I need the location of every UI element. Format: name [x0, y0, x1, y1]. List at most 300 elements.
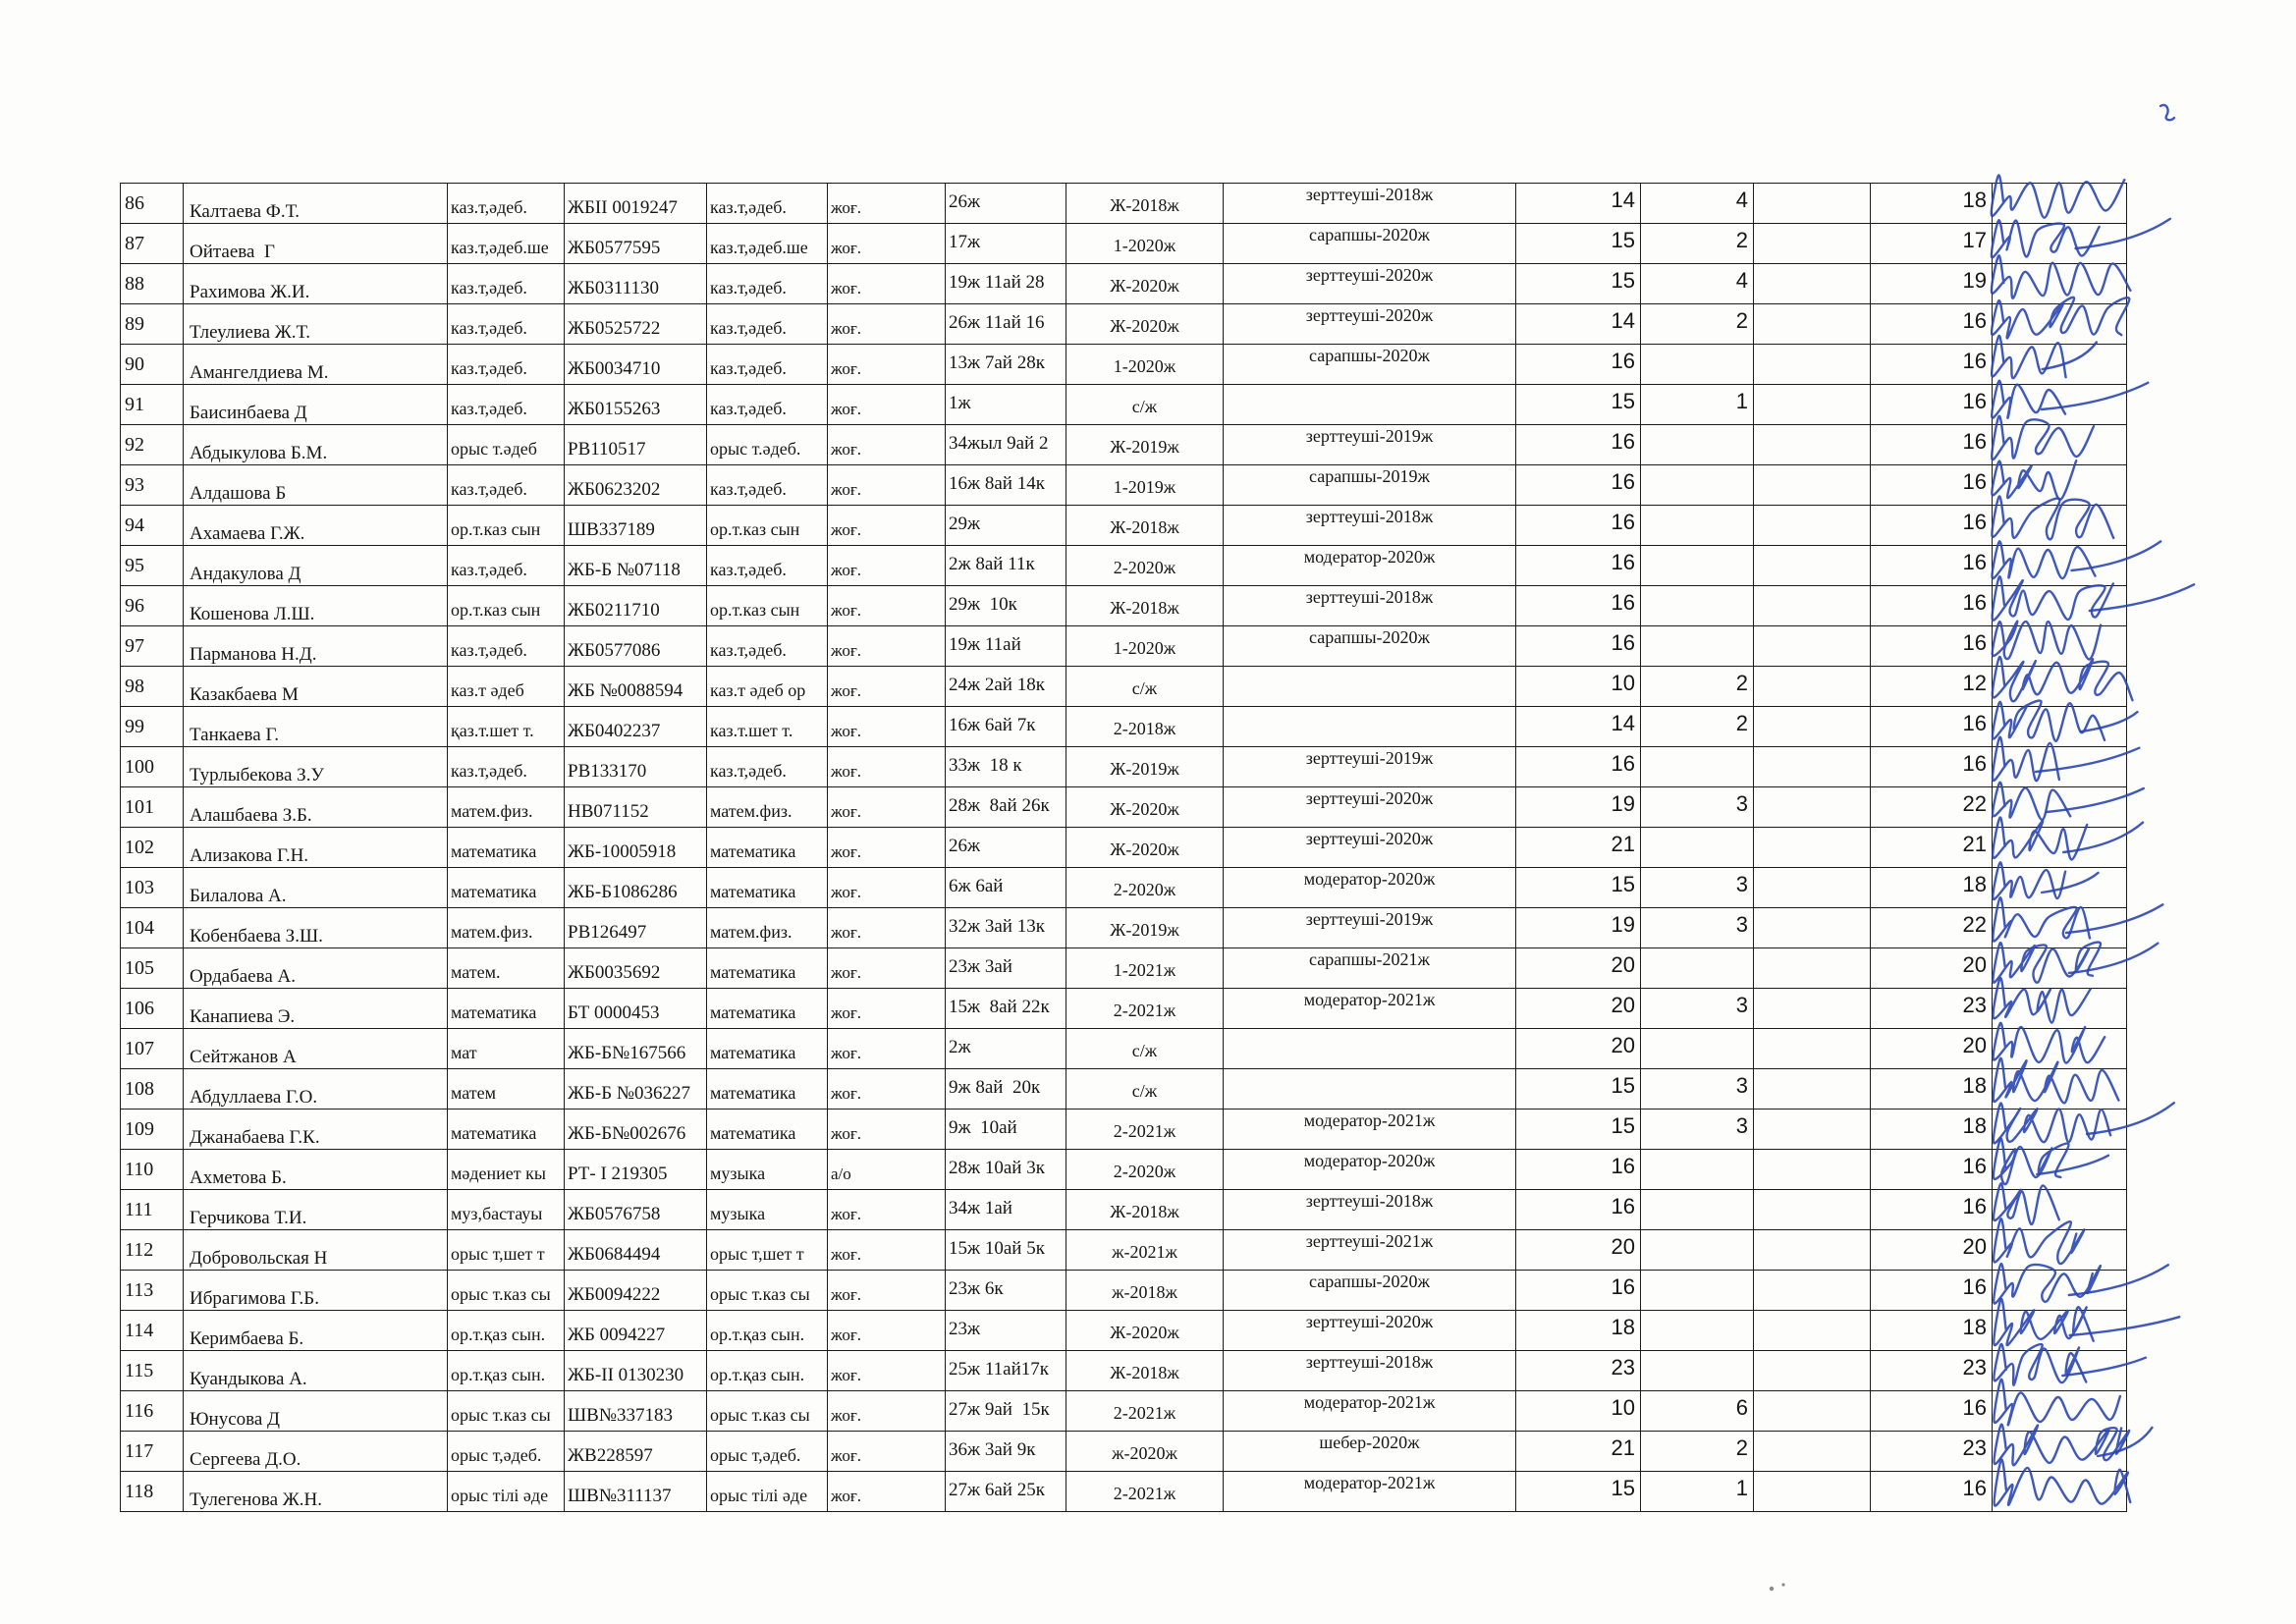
- work-experience: 9ж 10ай: [946, 1110, 1066, 1150]
- teacher-name: Абдуллаева Г.О.: [184, 1069, 448, 1110]
- table-row: [121, 465, 2127, 506]
- table-row: [121, 304, 2127, 345]
- teacher-name: Ордабаева А.: [184, 948, 448, 989]
- education-level: жоғ.: [828, 707, 946, 747]
- row-number: 111: [121, 1190, 184, 1230]
- category: Ж-2018ж: [1066, 586, 1224, 626]
- diploma-number: ЖВ228597: [565, 1432, 707, 1472]
- work-experience: 13ж 7ай 28к: [946, 345, 1066, 385]
- teaching-hours: 16: [1516, 546, 1641, 586]
- category: 1-2021ж: [1066, 948, 1224, 989]
- work-experience: 16ж 8ай 14к: [946, 465, 1066, 506]
- row-number: 114: [121, 1311, 184, 1351]
- table-row: [121, 385, 2127, 425]
- specialty: математика: [707, 828, 828, 868]
- table-row: [121, 1311, 2127, 1351]
- signature-cell: [1993, 626, 2127, 667]
- table-row: [121, 989, 2127, 1029]
- education-level: жоғ.: [828, 345, 946, 385]
- total-hours: 18: [1871, 1311, 1993, 1351]
- specialty: орыс тілі әде: [707, 1472, 828, 1512]
- teacher-name: Ахамаева Г.Ж.: [184, 506, 448, 546]
- empty-cell: [1754, 465, 1871, 506]
- extra-hours: [1641, 586, 1754, 626]
- teaching-hours: 16: [1516, 345, 1641, 385]
- signature-cell: [1993, 1110, 2127, 1150]
- specialty: математика: [707, 868, 828, 908]
- teacher-name: Ализакова Г.Н.: [184, 828, 448, 868]
- teaching-hours: 21: [1516, 1432, 1641, 1472]
- diploma-number: ЖБ 0094227: [565, 1311, 707, 1351]
- specialty: каз.т,әдеб.: [707, 264, 828, 304]
- table-row: [121, 1110, 2127, 1150]
- teaching-hours: 14: [1516, 707, 1641, 747]
- qualification: зерттеуші-2020ж: [1224, 787, 1516, 828]
- work-experience: 36ж 3ай 9к: [946, 1432, 1066, 1472]
- signature-cell: [1993, 787, 2127, 828]
- qualification: зерттеуші-2018ж: [1224, 586, 1516, 626]
- specialty: математика: [707, 989, 828, 1029]
- signature-cell: [1993, 586, 2127, 626]
- education-level: жоғ.: [828, 667, 946, 707]
- teaching-hours: 15: [1516, 1110, 1641, 1150]
- category: 2-2020ж: [1066, 868, 1224, 908]
- signature-cell: [1993, 1029, 2127, 1069]
- total-hours: 12: [1871, 667, 1993, 707]
- teacher-name: Казакбаева М: [184, 667, 448, 707]
- qualification: модератор-2021ж: [1224, 1472, 1516, 1512]
- teacher-name: Канапиева Э.: [184, 989, 448, 1029]
- subject: каз.т,әдеб.: [448, 184, 565, 224]
- diploma-number: ЖБ0525722: [565, 304, 707, 345]
- table-row: [121, 546, 2127, 586]
- qualification: зерттеуші-2018ж: [1224, 1190, 1516, 1230]
- empty-cell: [1754, 948, 1871, 989]
- total-hours: 16: [1871, 465, 1993, 506]
- education-level: жоғ.: [828, 506, 946, 546]
- teaching-hours: 15: [1516, 1069, 1641, 1110]
- teaching-hours: 16: [1516, 747, 1641, 787]
- education-level: а/о: [828, 1150, 946, 1190]
- subject: каз.т,әдеб.: [448, 626, 565, 667]
- specialty: матем.физ.: [707, 908, 828, 948]
- teacher-name: Рахимова Ж.И.: [184, 264, 448, 304]
- category: 2-2021ж: [1066, 1391, 1224, 1432]
- row-number: 91: [121, 385, 184, 425]
- category: 1-2019ж: [1066, 465, 1224, 506]
- work-experience: 34жыл 9ай 2: [946, 425, 1066, 465]
- subject: математика: [448, 989, 565, 1029]
- teacher-name: Сейтжанов А: [184, 1029, 448, 1069]
- row-number: 105: [121, 948, 184, 989]
- signature-cell: [1993, 1311, 2127, 1351]
- empty-cell: [1754, 1069, 1871, 1110]
- category: 2-2021ж: [1066, 1110, 1224, 1150]
- teaching-hours: 15: [1516, 224, 1641, 264]
- teaching-hours: 16: [1516, 586, 1641, 626]
- total-hours: 16: [1871, 1271, 1993, 1311]
- empty-cell: [1754, 425, 1871, 465]
- row-number: 86: [121, 184, 184, 224]
- diploma-number: ШВ№311137: [565, 1472, 707, 1512]
- teacher-name: Танкаева Г.: [184, 707, 448, 747]
- signature-cell: [1993, 1271, 2127, 1311]
- education-level: жоғ.: [828, 1472, 946, 1512]
- specialty: орыс т.әдеб.: [707, 425, 828, 465]
- empty-cell: [1754, 989, 1871, 1029]
- teaching-hours: 15: [1516, 264, 1641, 304]
- row-number: 115: [121, 1351, 184, 1391]
- work-experience: 27ж 9ай 15к: [946, 1391, 1066, 1432]
- qualification: зерттеуші-2018ж: [1224, 184, 1516, 224]
- category: Ж-2018ж: [1066, 1190, 1224, 1230]
- total-hours: 16: [1871, 546, 1993, 586]
- diploma-number: ЖБ0684494: [565, 1230, 707, 1271]
- table-row: [121, 1230, 2127, 1271]
- education-level: жоғ.: [828, 828, 946, 868]
- signature-cell: [1993, 224, 2127, 264]
- work-experience: 29ж: [946, 506, 1066, 546]
- row-number: 117: [121, 1432, 184, 1472]
- row-number: 116: [121, 1391, 184, 1432]
- row-number: 93: [121, 465, 184, 506]
- table-row: [121, 747, 2127, 787]
- category: Ж-2020ж: [1066, 264, 1224, 304]
- subject: орыс т.каз сы: [448, 1271, 565, 1311]
- total-hours: 16: [1871, 747, 1993, 787]
- empty-cell: [1754, 184, 1871, 224]
- category: Ж-2020ж: [1066, 787, 1224, 828]
- education-level: жоғ.: [828, 1230, 946, 1271]
- teacher-name: Джанабаева Г.К.: [184, 1110, 448, 1150]
- extra-hours: [1641, 506, 1754, 546]
- category: 2-2021ж: [1066, 1472, 1224, 1512]
- row-number: 96: [121, 586, 184, 626]
- empty-cell: [1754, 264, 1871, 304]
- row-number: 107: [121, 1029, 184, 1069]
- row-number: 113: [121, 1271, 184, 1311]
- row-number: 108: [121, 1069, 184, 1110]
- diploma-number: НВ071152: [565, 787, 707, 828]
- specialty: каз.т,әдеб.: [707, 626, 828, 667]
- subject: каз.т,әдеб.: [448, 747, 565, 787]
- signature-cell: [1993, 667, 2127, 707]
- extra-hours: [1641, 465, 1754, 506]
- extra-hours: [1641, 1230, 1754, 1271]
- pen-mark: [2160, 105, 2174, 120]
- table-row: [121, 707, 2127, 747]
- extra-hours: 2: [1641, 224, 1754, 264]
- row-number: 97: [121, 626, 184, 667]
- row-number: 118: [121, 1472, 184, 1512]
- subject: орыс т.каз сы: [448, 1391, 565, 1432]
- total-hours: 16: [1871, 385, 1993, 425]
- subject: матем.: [448, 948, 565, 989]
- teacher-name: Кошенова Л.Ш.: [184, 586, 448, 626]
- empty-cell: [1754, 546, 1871, 586]
- table-row: [121, 667, 2127, 707]
- diploma-number: ШВ№337183: [565, 1391, 707, 1432]
- work-experience: 1ж: [946, 385, 1066, 425]
- work-experience: 19ж 11ай: [946, 626, 1066, 667]
- total-hours: 23: [1871, 1351, 1993, 1391]
- row-number: 92: [121, 425, 184, 465]
- teacher-name: Ахметова Б.: [184, 1150, 448, 1190]
- signature-cell: [1993, 1391, 2127, 1432]
- extra-hours: 3: [1641, 787, 1754, 828]
- teacher-name: Герчикова Т.И.: [184, 1190, 448, 1230]
- row-number: 104: [121, 908, 184, 948]
- qualification: сарапшы-2020ж: [1224, 626, 1516, 667]
- extra-hours: [1641, 425, 1754, 465]
- work-experience: 17ж: [946, 224, 1066, 264]
- teacher-name: Калтаева Ф.Т.: [184, 184, 448, 224]
- total-hours: 18: [1871, 1069, 1993, 1110]
- work-experience: 15ж 10ай 5к: [946, 1230, 1066, 1271]
- subject: каз.т,әдеб.: [448, 385, 565, 425]
- category: 2-2020ж: [1066, 546, 1224, 586]
- subject: орыс т.әдеб: [448, 425, 565, 465]
- total-hours: 16: [1871, 1190, 1993, 1230]
- specialty: орыс т,шет т: [707, 1230, 828, 1271]
- subject: ор.т.қаз сын.: [448, 1351, 565, 1391]
- work-experience: 23ж: [946, 1311, 1066, 1351]
- specialty: каз.т әдеб ор: [707, 667, 828, 707]
- diploma-number: РВ110517: [565, 425, 707, 465]
- scan-speck: [1781, 1583, 1784, 1586]
- diploma-number: ЖБ-Б1086286: [565, 868, 707, 908]
- row-number: 100: [121, 747, 184, 787]
- subject: математика: [448, 868, 565, 908]
- empty-cell: [1754, 586, 1871, 626]
- teaching-hours: 14: [1516, 304, 1641, 345]
- extra-hours: [1641, 828, 1754, 868]
- diploma-number: ЖБ0577595: [565, 224, 707, 264]
- extra-hours: [1641, 1311, 1754, 1351]
- extra-hours: [1641, 1029, 1754, 1069]
- qualification: зерттеуші-2020ж: [1224, 1311, 1516, 1351]
- specialty: математика: [707, 1110, 828, 1150]
- diploma-number: БТ 0000453: [565, 989, 707, 1029]
- subject: матем.физ.: [448, 787, 565, 828]
- empty-cell: [1754, 626, 1871, 667]
- table-row: [121, 1150, 2127, 1190]
- extra-hours: 2: [1641, 1432, 1754, 1472]
- empty-cell: [1754, 787, 1871, 828]
- diploma-number: РТ- I 219305: [565, 1150, 707, 1190]
- total-hours: 18: [1871, 868, 1993, 908]
- education-level: жоғ.: [828, 385, 946, 425]
- diploma-number: ЖБ0094222: [565, 1271, 707, 1311]
- specialty: каз.т,әдеб.: [707, 747, 828, 787]
- qualification: зерттеуші-2021ж: [1224, 1230, 1516, 1271]
- empty-cell: [1754, 1029, 1871, 1069]
- qualification: сарапшы-2021ж: [1224, 948, 1516, 989]
- education-level: жоғ.: [828, 1351, 946, 1391]
- work-experience: 2ж: [946, 1029, 1066, 1069]
- empty-cell: [1754, 667, 1871, 707]
- signature-cell: [1993, 425, 2127, 465]
- extra-hours: 3: [1641, 1069, 1754, 1110]
- table-row: [121, 345, 2127, 385]
- subject: каз.т,әдеб.: [448, 345, 565, 385]
- subject: ор.т.каз сын: [448, 506, 565, 546]
- work-experience: 34ж 1ай: [946, 1190, 1066, 1230]
- signature-cell: [1993, 304, 2127, 345]
- teacher-name: Куандыкова А.: [184, 1351, 448, 1391]
- diploma-number: ЖБ №0088594: [565, 667, 707, 707]
- diploma-number: ЖБ-II 0130230: [565, 1351, 707, 1391]
- table-row: [121, 787, 2127, 828]
- specialty: математика: [707, 1029, 828, 1069]
- teacher-name: Амангелдиева М.: [184, 345, 448, 385]
- row-number: 110: [121, 1150, 184, 1190]
- teaching-hours: 16: [1516, 506, 1641, 546]
- total-hours: 23: [1871, 989, 1993, 1029]
- total-hours: 18: [1871, 184, 1993, 224]
- education-level: жоғ.: [828, 787, 946, 828]
- teacher-name: Тулегенова Ж.Н.: [184, 1472, 448, 1512]
- table-row: [121, 425, 2127, 465]
- work-experience: 19ж 11ай 28: [946, 264, 1066, 304]
- specialty: математика: [707, 948, 828, 989]
- extra-hours: [1641, 1190, 1754, 1230]
- teaching-hours: 20: [1516, 1230, 1641, 1271]
- subject: ор.т.каз сын: [448, 586, 565, 626]
- total-hours: 16: [1871, 586, 1993, 626]
- specialty: математика: [707, 1069, 828, 1110]
- qualification: [1224, 667, 1516, 707]
- signature-cell: [1993, 989, 2127, 1029]
- empty-cell: [1754, 345, 1871, 385]
- staff-table: [120, 183, 2127, 1512]
- work-experience: 28ж 10ай 3к: [946, 1150, 1066, 1190]
- specialty: каз.т,әдеб.: [707, 345, 828, 385]
- education-level: жоғ.: [828, 989, 946, 1029]
- table-row: [121, 908, 2127, 948]
- teacher-name: Абдыкулова Б.М.: [184, 425, 448, 465]
- signature-cell: [1993, 264, 2127, 304]
- education-level: жоғ.: [828, 184, 946, 224]
- teacher-name: Баисинбаева Д: [184, 385, 448, 425]
- subject: каз.т,әдеб.: [448, 465, 565, 506]
- empty-cell: [1754, 1391, 1871, 1432]
- empty-cell: [1754, 1271, 1871, 1311]
- education-level: жоғ.: [828, 1110, 946, 1150]
- category: 1-2020ж: [1066, 224, 1224, 264]
- education-level: жоғ.: [828, 1029, 946, 1069]
- total-hours: 16: [1871, 1472, 1993, 1512]
- table-row: [121, 506, 2127, 546]
- work-experience: 26ж 11ай 16: [946, 304, 1066, 345]
- education-level: жоғ.: [828, 546, 946, 586]
- signature-cell: [1993, 1432, 2127, 1472]
- education-level: жоғ.: [828, 1432, 946, 1472]
- qualification: зерттеуші-2019ж: [1224, 747, 1516, 787]
- work-experience: 32ж 3ай 13к: [946, 908, 1066, 948]
- signature-cell: [1993, 908, 2127, 948]
- signature-cell: [1993, 1190, 2127, 1230]
- diploma-number: ЖБ0311130: [565, 264, 707, 304]
- teaching-hours: 16: [1516, 626, 1641, 667]
- total-hours: 18: [1871, 1110, 1993, 1150]
- empty-cell: [1754, 868, 1871, 908]
- row-number: 90: [121, 345, 184, 385]
- signature-cell: [1993, 506, 2127, 546]
- total-hours: 20: [1871, 1230, 1993, 1271]
- category: Ж-2019ж: [1066, 747, 1224, 787]
- empty-cell: [1754, 707, 1871, 747]
- specialty: каз.т,әдеб.: [707, 304, 828, 345]
- signature-cell: [1993, 747, 2127, 787]
- specialty: орыс т.каз сы: [707, 1391, 828, 1432]
- empty-cell: [1754, 747, 1871, 787]
- work-experience: 9ж 8ай 20к: [946, 1069, 1066, 1110]
- qualification: [1224, 1029, 1516, 1069]
- education-level: жоғ.: [828, 264, 946, 304]
- table-row: [121, 1029, 2127, 1069]
- category: 1-2020ж: [1066, 626, 1224, 667]
- teaching-hours: 10: [1516, 1391, 1641, 1432]
- empty-cell: [1754, 1190, 1871, 1230]
- signature-cell: [1993, 1069, 2127, 1110]
- category: Ж-2018ж: [1066, 184, 1224, 224]
- work-experience: 15ж 8ай 22к: [946, 989, 1066, 1029]
- specialty: матем.физ.: [707, 787, 828, 828]
- signature-cell: [1993, 948, 2127, 989]
- empty-cell: [1754, 304, 1871, 345]
- signature-cell: [1993, 465, 2127, 506]
- specialty: каз.т,әдеб.: [707, 385, 828, 425]
- teaching-hours: 21: [1516, 828, 1641, 868]
- empty-cell: [1754, 1472, 1871, 1512]
- diploma-number: ЖБ0034710: [565, 345, 707, 385]
- table-row: [121, 948, 2127, 989]
- specialty: орыс т,әдеб.: [707, 1432, 828, 1472]
- specialty: ор.т.қаз сын.: [707, 1351, 828, 1391]
- diploma-number: РВ133170: [565, 747, 707, 787]
- subject: каз.т,әдеб.: [448, 546, 565, 586]
- category: ж-2018ж: [1066, 1271, 1224, 1311]
- category: 2-2018ж: [1066, 707, 1224, 747]
- subject: ор.т.қаз сын.: [448, 1311, 565, 1351]
- qualification: шебер-2020ж: [1224, 1432, 1516, 1472]
- subject: математика: [448, 1110, 565, 1150]
- diploma-number: ЖБ0155263: [565, 385, 707, 425]
- extra-hours: 3: [1641, 908, 1754, 948]
- qualification: модератор-2020ж: [1224, 868, 1516, 908]
- total-hours: 16: [1871, 345, 1993, 385]
- work-experience: 24ж 2ай 18к: [946, 667, 1066, 707]
- teaching-hours: 20: [1516, 1029, 1641, 1069]
- table-row: [121, 626, 2127, 667]
- subject: орыс тілі әде: [448, 1472, 565, 1512]
- qualification: модератор-2021ж: [1224, 1110, 1516, 1150]
- subject: қаз.т.шет т.: [448, 707, 565, 747]
- category: Ж-2018ж: [1066, 1351, 1224, 1391]
- work-experience: 27ж 6ай 25к: [946, 1472, 1066, 1512]
- subject: муз,бастауы: [448, 1190, 565, 1230]
- teaching-hours: 16: [1516, 465, 1641, 506]
- empty-cell: [1754, 828, 1871, 868]
- work-experience: 26ж: [946, 828, 1066, 868]
- diploma-number: РВ126497: [565, 908, 707, 948]
- row-number: 99: [121, 707, 184, 747]
- table-row: [121, 1351, 2127, 1391]
- teacher-name: Добровольская Н: [184, 1230, 448, 1271]
- table-row: [121, 264, 2127, 304]
- teaching-hours: 15: [1516, 1472, 1641, 1512]
